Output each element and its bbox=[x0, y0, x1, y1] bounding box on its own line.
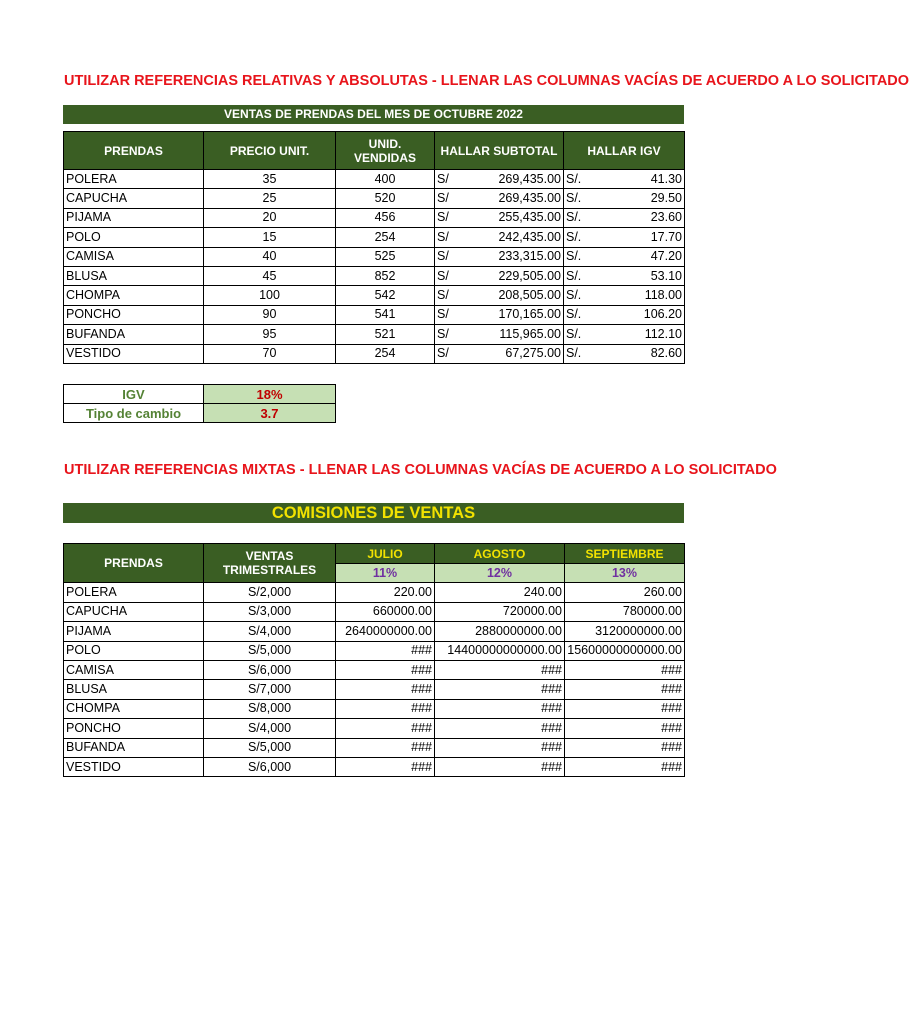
igv-cell[interactable]: 23.60 bbox=[602, 208, 685, 227]
prenda-cell[interactable]: VESTIDO bbox=[64, 344, 204, 363]
prenda-cell[interactable]: POLERA bbox=[64, 170, 204, 189]
unidades-cell[interactable]: 542 bbox=[336, 286, 435, 305]
table-row bbox=[64, 622, 685, 641]
subtotal-cell[interactable]: 233,315.00 bbox=[465, 247, 564, 266]
subtotal-currency-cell[interactable]: S/ bbox=[435, 305, 465, 324]
subtotal-cell[interactable]: 208,505.00 bbox=[465, 286, 564, 305]
subtotal-currency-cell[interactable]: S/ bbox=[435, 170, 465, 189]
igv-currency-cell[interactable]: S/. bbox=[564, 325, 602, 344]
header-hallar-subtotal: HALLAR SUBTOTAL bbox=[435, 132, 564, 170]
precio-cell[interactable]: 45 bbox=[204, 266, 336, 285]
agosto-commission-cell[interactable]: ### bbox=[435, 738, 565, 757]
unidades-cell[interactable]: 456 bbox=[336, 208, 435, 227]
commissions-table bbox=[63, 543, 685, 777]
prenda-cell[interactable]: POLO bbox=[64, 641, 204, 660]
header-prendas: PRENDAS bbox=[64, 132, 204, 170]
table-row bbox=[64, 305, 685, 324]
header-hallar-igv: HALLAR IGV bbox=[564, 132, 685, 170]
agosto-commission-cell[interactable]: ### bbox=[435, 699, 565, 718]
rate-agosto-cell[interactable]: 12% bbox=[435, 564, 565, 583]
rate-septiembre-cell[interactable]: 13% bbox=[565, 564, 685, 583]
precio-cell[interactable]: 100 bbox=[204, 286, 336, 305]
table-row bbox=[64, 344, 685, 363]
commissions-table-title: COMISIONES DE VENTAS bbox=[63, 503, 684, 523]
table-row bbox=[64, 660, 685, 679]
prenda-cell[interactable]: VESTIDO bbox=[64, 757, 204, 776]
sales-table-title: VENTAS DE PRENDAS DEL MES DE OCTUBRE 2022 bbox=[63, 105, 684, 124]
ventas-trimestrales-cell[interactable]: S/5,000 bbox=[204, 738, 336, 757]
subtotal-currency-cell[interactable]: S/ bbox=[435, 228, 465, 247]
ventas-trimestrales-cell[interactable]: S/4,000 bbox=[204, 719, 336, 738]
table-row bbox=[64, 719, 685, 738]
igv-currency-cell[interactable]: S/. bbox=[564, 305, 602, 324]
precio-cell[interactable]: 20 bbox=[204, 208, 336, 227]
header-agosto: AGOSTO bbox=[435, 544, 565, 564]
precio-cell[interactable]: 40 bbox=[204, 247, 336, 266]
prenda-cell[interactable]: PONCHO bbox=[64, 719, 204, 738]
prenda-cell[interactable]: BLUSA bbox=[64, 266, 204, 285]
septiembre-commission-cell[interactable]: ### bbox=[565, 660, 685, 679]
prenda-cell[interactable]: CHOMPA bbox=[64, 286, 204, 305]
agosto-commission-cell[interactable]: 14400000000000.00 bbox=[435, 641, 565, 660]
septiembre-commission-cell[interactable]: 15600000000000.00 bbox=[565, 641, 685, 660]
prenda-cell[interactable]: CHOMPA bbox=[64, 699, 204, 718]
prenda-cell[interactable]: POLO bbox=[64, 228, 204, 247]
precio-cell[interactable]: 25 bbox=[204, 189, 336, 208]
igv-currency-cell[interactable]: S/. bbox=[564, 170, 602, 189]
agosto-commission-cell[interactable]: ### bbox=[435, 757, 565, 776]
header-julio: JULIO bbox=[336, 544, 435, 564]
subtotal-currency-cell[interactable]: S/ bbox=[435, 344, 465, 363]
table-row bbox=[64, 170, 685, 189]
igv-cell[interactable]: 112.10 bbox=[602, 325, 685, 344]
igv-cell[interactable]: 82.60 bbox=[602, 344, 685, 363]
agosto-commission-cell[interactable]: ### bbox=[435, 719, 565, 738]
agosto-commission-cell[interactable]: 2880000000.00 bbox=[435, 622, 565, 641]
julio-commission-cell[interactable]: ### bbox=[336, 699, 435, 718]
subtotal-cell[interactable]: 255,435.00 bbox=[465, 208, 564, 227]
julio-commission-cell[interactable]: 2640000000.00 bbox=[336, 622, 435, 641]
julio-commission-cell[interactable]: 660000.00 bbox=[336, 602, 435, 621]
ventas-trimestrales-cell[interactable]: S/8,000 bbox=[204, 699, 336, 718]
header-prendas: PRENDAS bbox=[64, 544, 204, 583]
subtotal-cell[interactable]: 170,165.00 bbox=[465, 305, 564, 324]
ventas-trimestrales-cell[interactable]: S/5,000 bbox=[204, 641, 336, 660]
precio-cell[interactable]: 15 bbox=[204, 228, 336, 247]
igv-label: IGV bbox=[64, 385, 204, 404]
precio-cell[interactable]: 35 bbox=[204, 170, 336, 189]
parameters-table bbox=[63, 384, 336, 423]
table-row bbox=[64, 699, 685, 718]
section1-heading: UTILIZAR REFERENCIAS RELATIVAS Y ABSOLUTAS - LLENAR LAS COLUMNAS VACÍAS DE ACUERDO A LO SOLICITADO bbox=[64, 73, 909, 89]
prenda-cell[interactable]: BLUSA bbox=[64, 680, 204, 699]
header-unid-vendidas: UNID. VENDIDAS bbox=[336, 132, 435, 170]
header-septiembre: SEPTIEMBRE bbox=[565, 544, 685, 564]
table-row bbox=[64, 208, 685, 227]
precio-cell[interactable]: 95 bbox=[204, 325, 336, 344]
prenda-cell[interactable]: CAPUCHA bbox=[64, 189, 204, 208]
prenda-cell[interactable]: POLERA bbox=[64, 583, 204, 602]
septiembre-commission-cell[interactable]: 3120000000.00 bbox=[565, 622, 685, 641]
igv-currency-cell[interactable]: S/. bbox=[564, 247, 602, 266]
sales-table bbox=[63, 131, 685, 364]
ventas-trimestrales-cell[interactable]: S/2,000 bbox=[204, 583, 336, 602]
table-row bbox=[64, 247, 685, 266]
ventas-trimestrales-cell[interactable]: S/6,000 bbox=[204, 660, 336, 679]
subtotal-cell[interactable]: 269,435.00 bbox=[465, 189, 564, 208]
unidades-cell[interactable]: 254 bbox=[336, 344, 435, 363]
unidades-cell[interactable]: 400 bbox=[336, 170, 435, 189]
subtotal-cell[interactable]: 115,965.00 bbox=[465, 325, 564, 344]
igv-currency-cell[interactable]: S/. bbox=[564, 286, 602, 305]
exchange-rate-label: Tipo de cambio bbox=[64, 404, 204, 423]
septiembre-commission-cell[interactable]: ### bbox=[565, 680, 685, 699]
precio-cell[interactable]: 90 bbox=[204, 305, 336, 324]
subtotal-currency-cell[interactable]: S/ bbox=[435, 208, 465, 227]
igv-currency-cell[interactable]: S/. bbox=[564, 266, 602, 285]
julio-commission-cell[interactable]: ### bbox=[336, 757, 435, 776]
prenda-cell[interactable]: PONCHO bbox=[64, 305, 204, 324]
igv-cell[interactable]: 41.30 bbox=[602, 170, 685, 189]
table-row bbox=[64, 325, 685, 344]
igv-cell[interactable]: 106.20 bbox=[602, 305, 685, 324]
subtotal-currency-cell[interactable]: S/ bbox=[435, 325, 465, 344]
header-ventas-trimestrales: VENTAS TRIMESTRALES bbox=[204, 544, 336, 583]
septiembre-commission-cell[interactable]: ### bbox=[565, 738, 685, 757]
subtotal-cell[interactable]: 242,435.00 bbox=[465, 228, 564, 247]
unidades-cell[interactable]: 254 bbox=[336, 228, 435, 247]
igv-currency-cell[interactable]: S/. bbox=[564, 228, 602, 247]
igv-currency-cell[interactable]: S/. bbox=[564, 189, 602, 208]
ventas-trimestrales-cell[interactable]: S/6,000 bbox=[204, 757, 336, 776]
julio-commission-cell[interactable]: ### bbox=[336, 719, 435, 738]
table-row bbox=[64, 680, 685, 699]
prenda-cell[interactable]: PIJAMA bbox=[64, 208, 204, 227]
unidades-cell[interactable]: 520 bbox=[336, 189, 435, 208]
subtotal-cell[interactable]: 229,505.00 bbox=[465, 266, 564, 285]
table-row bbox=[64, 757, 685, 776]
unidades-cell[interactable]: 525 bbox=[336, 247, 435, 266]
igv-cell[interactable]: 53.10 bbox=[602, 266, 685, 285]
ventas-trimestrales-cell[interactable]: S/4,000 bbox=[204, 622, 336, 641]
prenda-cell[interactable]: CAMISA bbox=[64, 660, 204, 679]
header-precio-unit: PRECIO UNIT. bbox=[204, 132, 336, 170]
ventas-trimestrales-cell[interactable]: S/3,000 bbox=[204, 602, 336, 621]
table-row bbox=[64, 266, 685, 285]
agosto-commission-cell[interactable]: ### bbox=[435, 680, 565, 699]
julio-commission-cell[interactable]: ### bbox=[336, 680, 435, 699]
julio-commission-cell[interactable]: ### bbox=[336, 641, 435, 660]
igv-currency-cell[interactable]: S/. bbox=[564, 208, 602, 227]
julio-commission-cell[interactable]: ### bbox=[336, 660, 435, 679]
julio-commission-cell[interactable]: ### bbox=[336, 738, 435, 757]
subtotal-currency-cell[interactable]: S/ bbox=[435, 286, 465, 305]
agosto-commission-cell[interactable]: 240.00 bbox=[435, 583, 565, 602]
table-row bbox=[64, 228, 685, 247]
septiembre-commission-cell[interactable]: ### bbox=[565, 699, 685, 718]
exchange-rate-value-cell[interactable]: 3.7 bbox=[204, 404, 336, 423]
agosto-commission-cell[interactable]: 720000.00 bbox=[435, 602, 565, 621]
igv-value-cell[interactable]: 18% bbox=[204, 385, 336, 404]
subtotal-currency-cell[interactable]: S/ bbox=[435, 266, 465, 285]
prenda-cell[interactable]: BUFANDA bbox=[64, 738, 204, 757]
ventas-trimestrales-cell[interactable]: S/7,000 bbox=[204, 680, 336, 699]
subtotal-cell[interactable]: 67,275.00 bbox=[465, 344, 564, 363]
section2-heading: UTILIZAR REFERENCIAS MIXTAS - LLENAR LAS COLUMNAS VACÍAS DE ACUERDO A LO SOLICITADO bbox=[64, 462, 777, 478]
septiembre-commission-cell[interactable]: 260.00 bbox=[565, 583, 685, 602]
table-row bbox=[64, 583, 685, 602]
unidades-cell[interactable]: 521 bbox=[336, 325, 435, 344]
agosto-commission-cell[interactable]: ### bbox=[435, 660, 565, 679]
prenda-cell[interactable]: BUFANDA bbox=[64, 325, 204, 344]
prenda-cell[interactable]: PIJAMA bbox=[64, 622, 204, 641]
precio-cell[interactable]: 70 bbox=[204, 344, 336, 363]
unidades-cell[interactable]: 852 bbox=[336, 266, 435, 285]
septiembre-commission-cell[interactable]: ### bbox=[565, 757, 685, 776]
igv-cell[interactable]: 29.50 bbox=[602, 189, 685, 208]
subtotal-cell[interactable]: 269,435.00 bbox=[465, 170, 564, 189]
table-row bbox=[64, 738, 685, 757]
rate-julio-cell[interactable]: 11% bbox=[336, 564, 435, 583]
table-row bbox=[64, 602, 685, 621]
prenda-cell[interactable]: CAMISA bbox=[64, 247, 204, 266]
igv-cell[interactable]: 118.00 bbox=[602, 286, 685, 305]
septiembre-commission-cell[interactable]: ### bbox=[565, 719, 685, 738]
igv-currency-cell[interactable]: S/. bbox=[564, 344, 602, 363]
septiembre-commission-cell[interactable]: 780000.00 bbox=[565, 602, 685, 621]
table-row bbox=[64, 189, 685, 208]
table-row bbox=[64, 286, 685, 305]
igv-cell[interactable]: 47.20 bbox=[602, 247, 685, 266]
subtotal-currency-cell[interactable]: S/ bbox=[435, 247, 465, 266]
prenda-cell[interactable]: CAPUCHA bbox=[64, 602, 204, 621]
table-row bbox=[64, 641, 685, 660]
igv-cell[interactable]: 17.70 bbox=[602, 228, 685, 247]
unidades-cell[interactable]: 541 bbox=[336, 305, 435, 324]
subtotal-currency-cell[interactable]: S/ bbox=[435, 189, 465, 208]
julio-commission-cell[interactable]: 220.00 bbox=[336, 583, 435, 602]
